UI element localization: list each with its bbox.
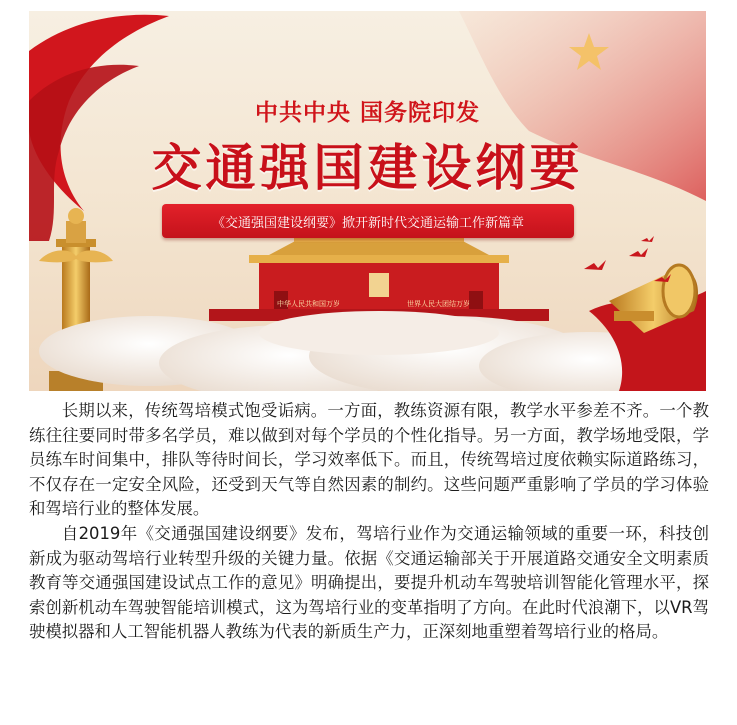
document-title: 交通强国建设纲要 (151, 139, 584, 197)
subtitle-banner (162, 204, 574, 238)
doves-decoration (584, 236, 671, 282)
gate-slogan-right: 世界人民大团结万岁 (407, 300, 470, 308)
issuer-heading: 中共中央 国务院印发 (254, 100, 480, 126)
gate-slogan-left: 中华人民共和国万岁 (277, 300, 340, 308)
article-paragraph: 长期以来，传统驾培模式饱受诟病。一方面，教练资源有限，教学水平参差不齐。一个教练往往要同时带多名学员，难以做到对每个学员的个性化指导。另一方面，教学场地受限，学员练车时间集中，排队等待时间长，学习效率低下。而且，传统驾培过度依赖实际道路练习，不仅存在一定安全风险，还受到天气等自然因素的制约。这些问题严重影响了学员的学习体验和驾培行业的整体发展。 (29, 401, 709, 519)
article-paragraph: 自2019年《交通强国建设纲要》发布，驾培行业作为交通运输领域的重要一环，科技创新成为驱动驾培行业转型升级的关键力量。依据《交通运输部关于开展道路交通安全文明素质教育等交通强国建设试点工作的意见》明确提出，要提升机动车驾驶培训智能化管理水平，探索创新机动车驾驶智能培训模式，这为驾培行业的变革指明了方向。在此时代浪潮下，以VR驾驶模拟器和人工智能机器人教练为代表的新质生产力，正深刻地重塑着驾培行业的格局。 (29, 523, 709, 642)
article-body (29, 399, 709, 645)
clouds-decoration (39, 311, 699, 391)
subtitle-text: 《交通强国建设纲要》掀开新时代交通运输工作新篇章 (211, 216, 524, 231)
banner-artwork (29, 11, 706, 391)
header-banner-image (29, 11, 706, 391)
